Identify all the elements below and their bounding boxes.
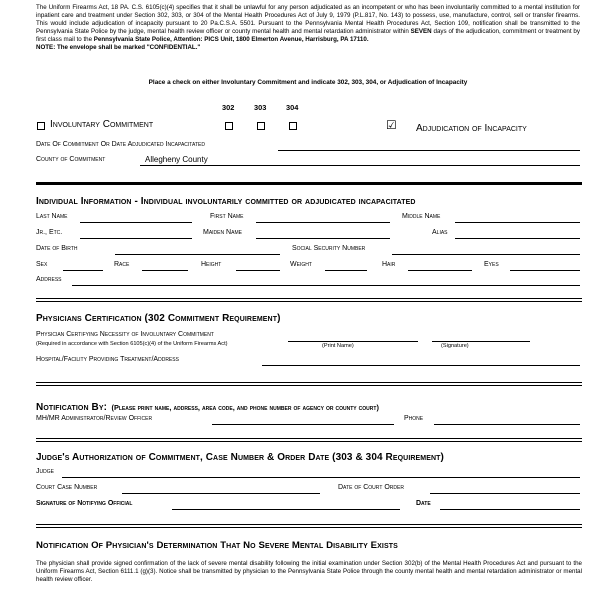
notifying-signature-line[interactable] — [172, 509, 400, 510]
officer-line[interactable] — [212, 424, 394, 425]
jr-label: Jr., Etc. — [36, 229, 63, 236]
alias-line[interactable] — [455, 238, 580, 239]
hospital-line[interactable] — [262, 365, 580, 366]
court-order-date-label: Date of Court Order — [338, 484, 404, 491]
individual-section-title: Individual Information - Individual involuntarily committed or adjudicated incapacitated — [36, 196, 416, 207]
notification-title-row — [36, 397, 379, 415]
middle-name-line[interactable] — [455, 222, 580, 223]
phone-line[interactable] — [434, 424, 580, 425]
physician-section-title: Physicians Certification (302 Commitment Requirement) — [36, 313, 281, 324]
checkbox-303[interactable] — [257, 122, 265, 130]
divider-5 — [36, 524, 582, 528]
signature-date-line[interactable] — [440, 509, 580, 510]
ssn-line[interactable] — [392, 254, 580, 255]
ssn-label: Social Security Number — [292, 245, 366, 252]
physician-print-name-line[interactable] — [288, 341, 418, 342]
physician-required-note: (Required in accordance with Section 6105(c)(4) of the Uniform Firearms Act) — [36, 341, 228, 347]
commitment-date-label: Date Of Commitment Or Date Adjudicated Incapacitated — [36, 141, 205, 148]
address-line[interactable] — [72, 285, 580, 286]
commitment-date-line[interactable] — [278, 150, 580, 151]
col-304-label: 304 — [286, 103, 299, 112]
weight-line[interactable] — [325, 270, 367, 271]
intro-after-seven: days of the adjudication, commitment or treatment by first class mail to the — [36, 28, 580, 44]
judge-label: Judge — [36, 468, 54, 475]
phone-label: Phone — [404, 415, 424, 422]
check-instruction: Place a check on either Involuntary Commitment and indicate 302, 303, 304, or Adjudication of Incapacity — [148, 79, 468, 86]
last-name-line[interactable] — [80, 222, 192, 223]
physician-signature-line[interactable] — [432, 341, 530, 342]
notification-title: Notification By: — [36, 402, 108, 413]
eyes-line[interactable] — [510, 270, 580, 271]
print-name-caption: (Print Name) — [322, 343, 354, 349]
eyes-label: Eyes — [484, 261, 499, 268]
jr-line[interactable] — [80, 238, 192, 239]
intro-seven: SEVEN — [410, 28, 432, 36]
hospital-label: Hospital/Facility Providing Treatment/Address — [36, 356, 179, 363]
alias-label: Alias — [432, 229, 448, 236]
sex-label: Sex — [36, 261, 48, 268]
maiden-name-line[interactable] — [256, 238, 390, 239]
dob-line[interactable] — [115, 254, 280, 255]
last-name-label: Last Name — [36, 213, 68, 220]
middle-name-label: Middle Name — [402, 213, 441, 220]
county-line — [140, 165, 580, 166]
col-302-label: 302 — [222, 103, 235, 112]
height-label: Height — [201, 261, 222, 268]
determination-text: The physician shall provide signed confirmation of the lack of severe mental disability following the initial examination under Section 302(b) of the Mental Health Procedures Act and pursuant to the Uniform Firearms Act, Section 6111.1 (g)(3). Notice shall be transmitted by physician to the Pennsylvania State Police through the county mental health and mental retardation administrator or mental health review officer. — [36, 560, 582, 583]
divider-1 — [36, 182, 582, 185]
dob-label: Date of Birth — [36, 245, 78, 252]
divider-4 — [36, 438, 582, 442]
county-value[interactable]: Allegheny County — [145, 155, 208, 164]
checkbox-302[interactable] — [225, 122, 233, 130]
divider-2 — [36, 298, 582, 302]
divider-3 — [36, 382, 582, 386]
signature-caption: (Signature) — [441, 343, 469, 349]
determination-title: Notification Of Physician's Determination That No Severe Mental Disability Exists — [36, 540, 398, 551]
hair-label: Hair — [382, 261, 396, 268]
involuntary-commitment-checkbox[interactable] — [37, 122, 45, 130]
checkbox-304[interactable] — [289, 122, 297, 130]
notifying-signature-label: Signature of Notifying Official — [36, 500, 133, 507]
intro-paragraph — [36, 4, 580, 53]
first-name-line[interactable] — [256, 222, 390, 223]
intro-address: Pennsylvania State Police, Attention: PICS Unit, 1800 Elmerton Avenue, Harrisburg, PA 17110. — [93, 36, 369, 44]
officer-label: MH/MR Administrator/Review Officer — [36, 415, 153, 422]
case-number-line[interactable] — [122, 493, 320, 494]
signature-date-label: Date — [416, 500, 431, 507]
height-line[interactable] — [236, 270, 280, 271]
race-label: Race — [114, 261, 130, 268]
hair-line[interactable] — [408, 270, 472, 271]
adjudication-checkbox[interactable]: ☑ — [386, 118, 397, 132]
notification-subtitle: (Please print name, address, area code, and phone number of agency or county court) — [111, 403, 379, 412]
county-label: County of Commitment — [36, 156, 106, 163]
adjudication-label: Adjudication of Incapacity — [416, 123, 527, 134]
physician-certifying-label: Physician Certifying Necessity of Involuntary Commitment — [36, 331, 214, 338]
court-order-date-line[interactable] — [430, 493, 580, 494]
judge-section-title: Judge's Authorization of Commitment, Case Number & Order Date (303 & 304 Requirement) — [36, 452, 444, 463]
maiden-name-label: Maiden Name — [203, 229, 242, 236]
weight-label: Weight — [290, 261, 312, 268]
case-number-label: Court Case Number — [36, 484, 98, 491]
address-label: Address — [36, 276, 62, 283]
judge-line[interactable] — [62, 477, 580, 478]
race-line[interactable] — [142, 270, 188, 271]
intro-note: NOTE: The envelope shall be marked "CONFIDENTIAL." — [36, 44, 201, 52]
col-303-label: 303 — [254, 103, 267, 112]
involuntary-commitment-label: Involuntary Commitment — [50, 119, 154, 130]
intro-body: The Uniform Firearms Act, 18 PA. C.S. 6105(c)(4) specifies that it shall be unlawful for any person adjudicated as an incompetent or who has been involuntarily committed to a mental institution for inpatient care and treatment under Section 302, 303, or 304 of the Mental Health Procedures Act of July 9, 1979 (P.L.817, No. 143) to possess, use, manufacture, control, sell or transfer firearms. This would include adjudication of incapacity pursuant to 20 Pa.C.S.A. 5501. Pursuant to the Pennsylvania Mental Health Procedures Act, Section 109, notification shall be transmitted to the Pennsylvania State Police by the judge, mental health review officer or county mental health and mental retardation administrator within — [36, 4, 580, 36]
first-name-label: First Name — [210, 213, 244, 220]
sex-line[interactable] — [63, 270, 103, 271]
